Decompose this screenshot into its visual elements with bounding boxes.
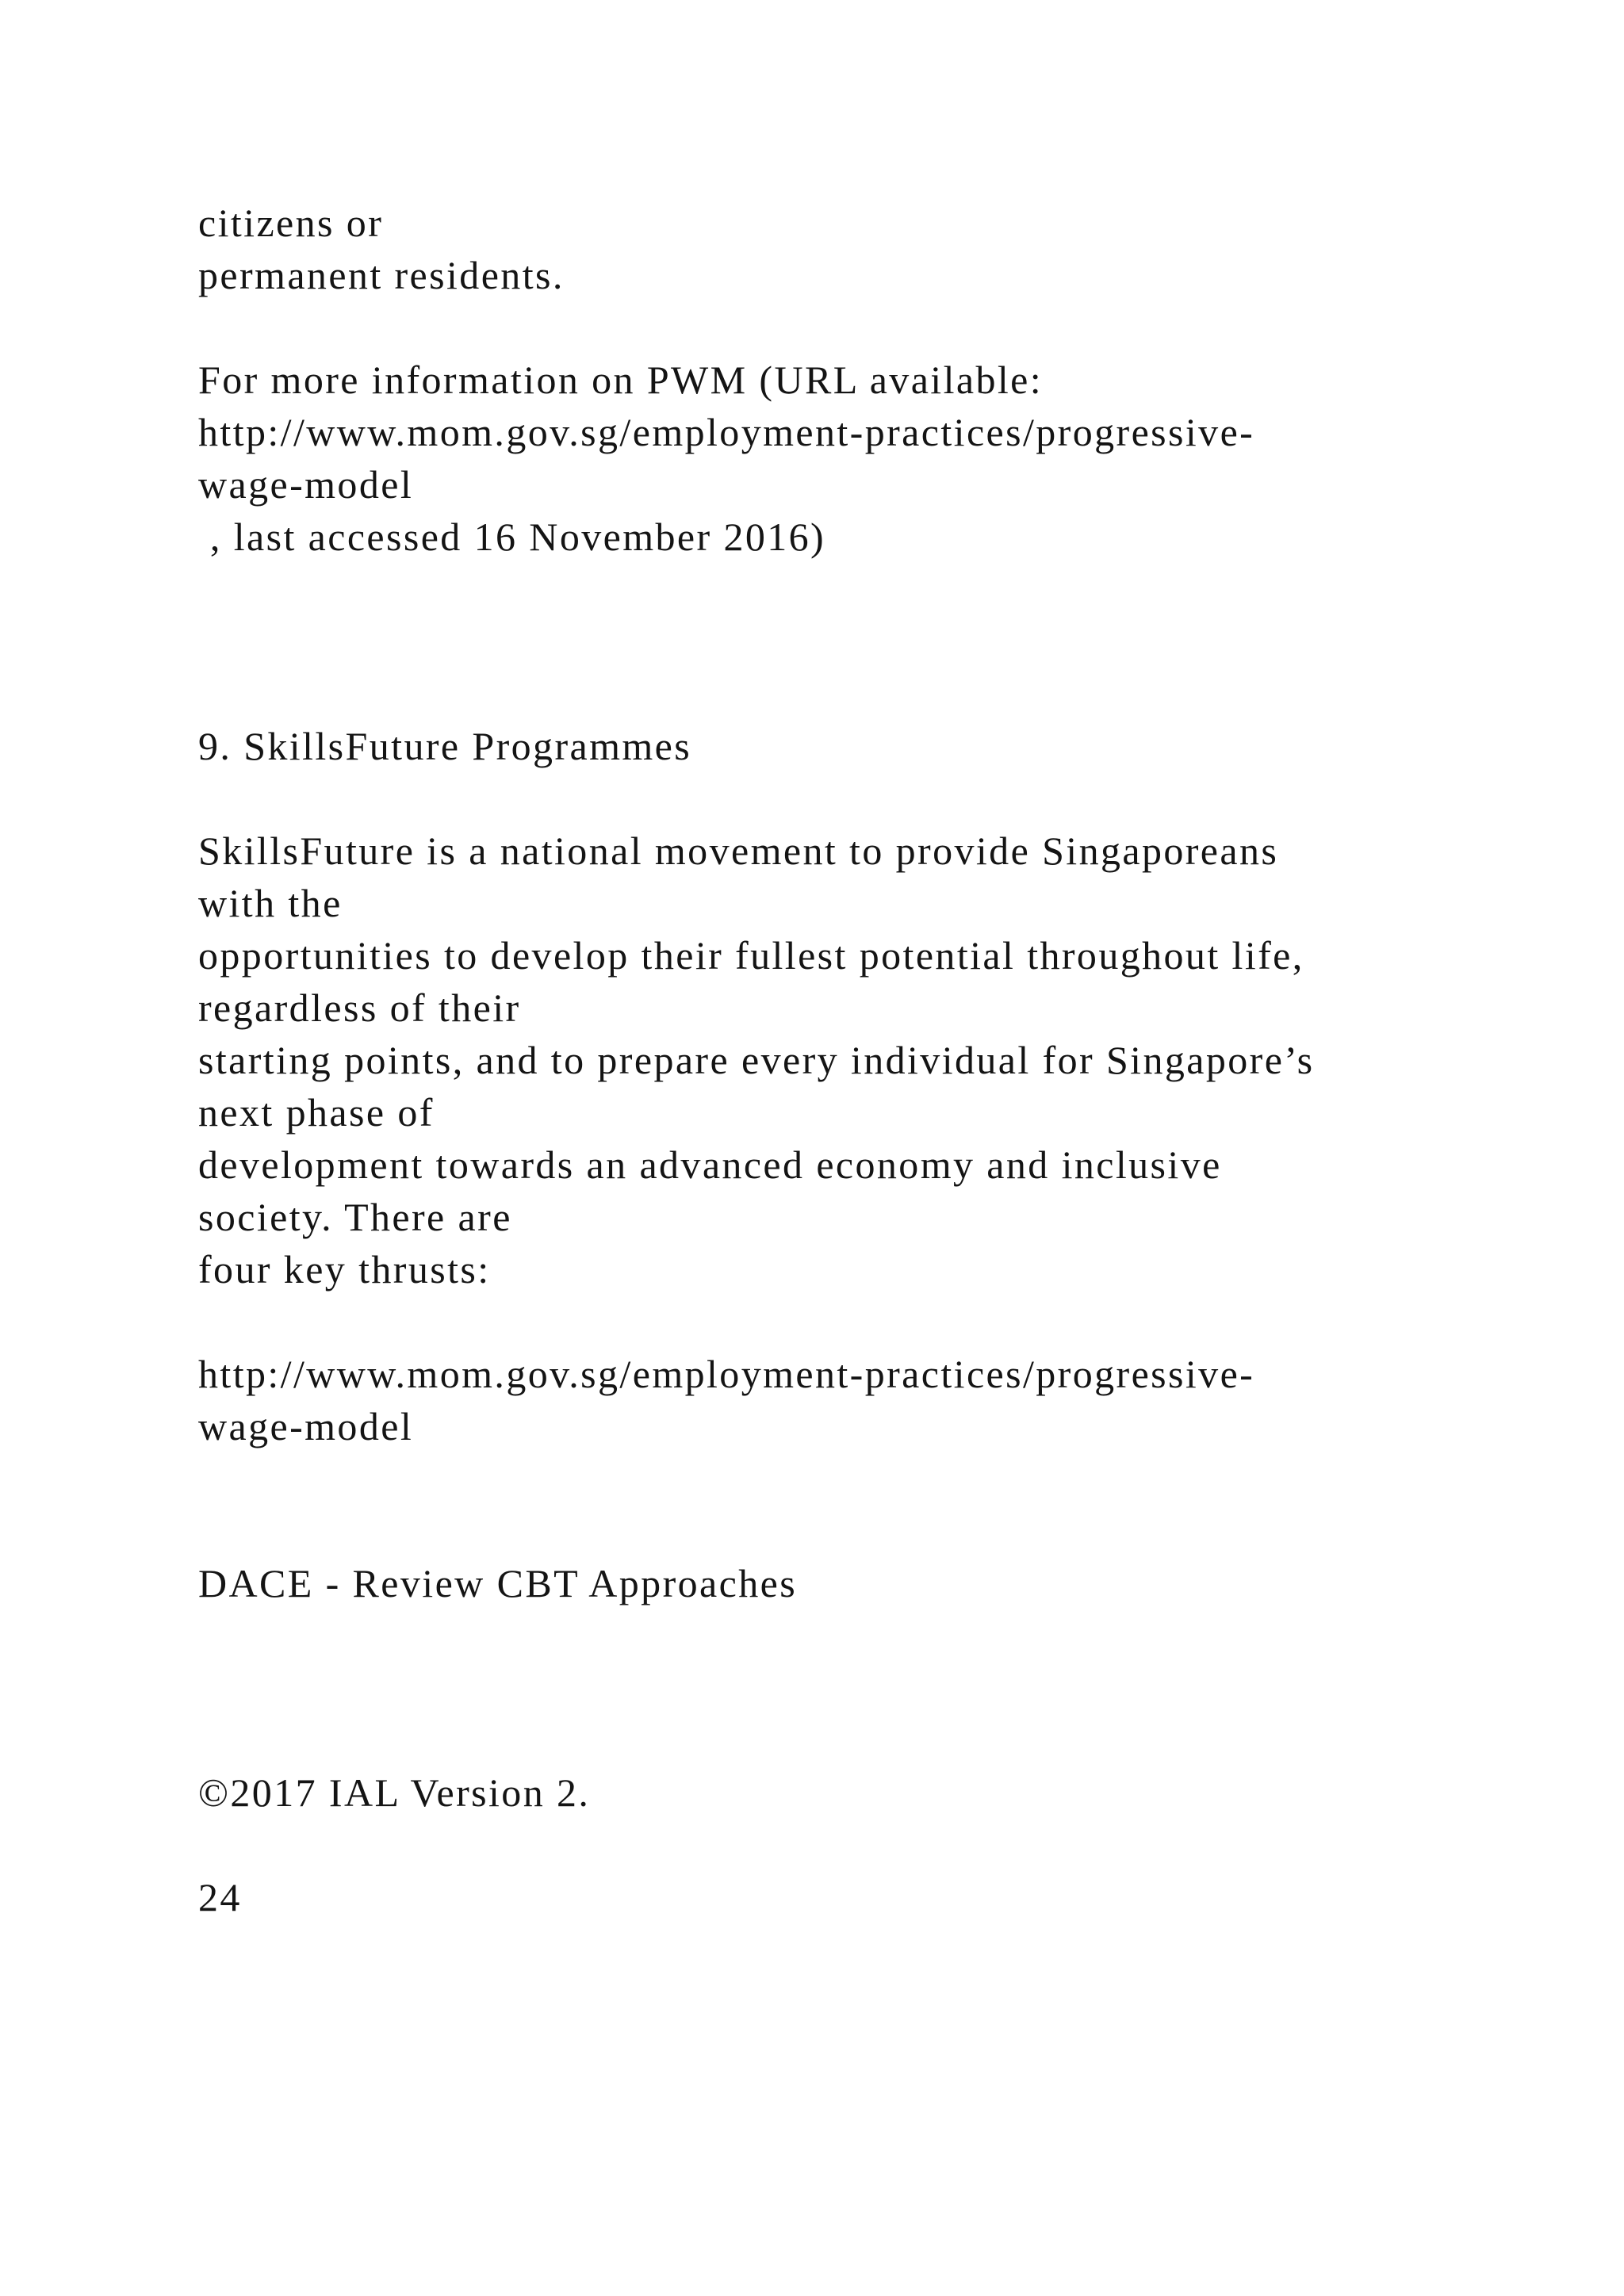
section-heading: 9. SkillsFuture Programmes xyxy=(198,724,692,768)
url-link[interactable]: wage-model xyxy=(198,1404,414,1448)
body-text-line: citizens or xyxy=(198,201,384,245)
body-text-line: opportunities to develop their fullest potential throughout life, xyxy=(198,933,1304,978)
body-text-line: permanent residents. xyxy=(198,253,565,297)
body-text-line: with the xyxy=(198,881,343,925)
body-text-line: development towards an advanced economy and inclusive xyxy=(198,1142,1222,1187)
copyright-notice: ©2017 IAL Version 2. xyxy=(198,1770,591,1815)
body-text-line: next phase of xyxy=(198,1090,435,1135)
body-text-line: regardless of their xyxy=(198,985,521,1030)
body-text-line: , last accessed 16 November 2016) xyxy=(198,515,826,559)
url-link[interactable]: http://www.mom.gov.sg/employment-practices/progressive- xyxy=(198,410,1255,454)
body-text-line: starting points, and to prepare every individual for Singapore’s xyxy=(198,1038,1315,1082)
url-link[interactable]: http://www.mom.gov.sg/employment-practices/progressive- xyxy=(198,1352,1255,1396)
body-text-line: For more information on PWM (URL available: xyxy=(198,358,1044,402)
body-text-line: four key thrusts: xyxy=(198,1247,491,1292)
url-link[interactable]: wage-model xyxy=(198,462,414,507)
footer-title: DACE - Review CBT Approaches xyxy=(198,1561,798,1605)
body-text-line: SkillsFuture is a national movement to provide Singaporeans xyxy=(198,828,1279,873)
body-text-line: society. There are xyxy=(198,1195,512,1239)
page-number: 24 xyxy=(198,1875,242,1919)
